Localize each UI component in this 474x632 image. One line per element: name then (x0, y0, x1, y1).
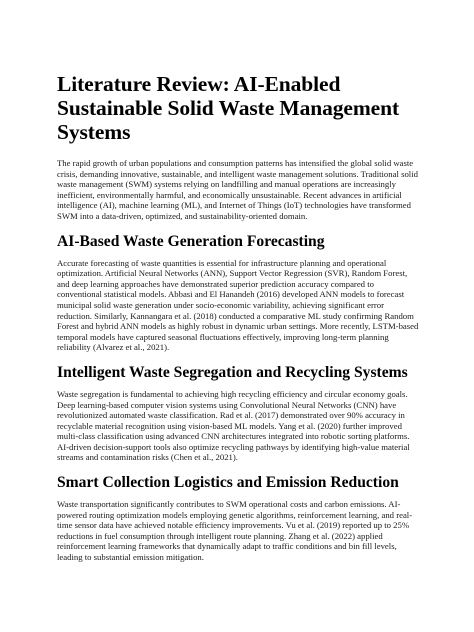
section-heading: Smart Collection Logistics and Emission Reduction (57, 474, 399, 492)
section-paragraph: Waste segregation is fundamental to achieving high recycling efficiency and circular economy goals. Deep learning-based computer vision systems using Convolutional Neural Networks (CNN) have revolutionized automated waste classification. Rad et al. (2017) demonstrated over 90% accuracy in recyclable material recognition using vision-based ML models. Yang et al. (2020) further improved multi-class classification using advanced CNN architectures integrated into robotic sorting platforms. AI-driven decision-support tools also optimize recycling pathways by identifying high-value material streams and contamination risks (Chen et al., 2021). (57, 388, 410, 463)
section-heading: AI-Based Waste Generation Forecasting (57, 232, 325, 250)
intro-paragraph: The rapid growth of urban populations and consumption patterns has intensified the global solid waste crisis, demanding innovative, sustainable, and intelligent waste management solutions. Traditional solid waste management (SWM) systems relying on landfilling and manual operations are increasingly inefficient, environmentally harmful, and economically unsustainable. Recent advances in artificial intelligence (AI), machine learning (ML), and Internet of Things (IoT) technologies have transformed SWM into a data-driven, optimized, and sustainability-oriented domain. (57, 158, 418, 221)
document-title: Literature Review: AI-Enabled Sustainable Solid Waste Management Systems (57, 72, 400, 144)
section-paragraph: Waste transportation significantly contributes to SWM operational costs and carbon emissions. AI-powered routing optimization models employing genetic algorithms, reinforcement learning, and real-time sensor data have achieved notable efficiency improvements. Vu et al. (2019) reported up to 25% reductions in fuel consumption through intelligent route planning. Zhang et al. (2022) applied reinforcement learning frameworks that dynamically adapt to traffic conditions and bin fill levels, leading to substantial emission mitigation. (57, 499, 413, 563)
document-page (57, 72, 419, 573)
section-paragraph: Accurate forecasting of waste quantities is essential for infrastructure planning and operational optimization. Artificial Neural Networks (ANN), Support Vector Regression (SVR), Random Forest, and deep learning approaches have demonstrated superior prediction accuracy compared to conventional statistical models. Abbasi and El Hanandeh (2016) developed ANN models to forecast municipal solid waste generation under socio-economic variability, achieving significant error reduction. Similarly, Kannangara et al. (2018) conducted a comparative ML study confirming Random Forest and hybrid ANN models as highly robust in dynamic urban settings. More recently, LSTM-based temporal models have captured seasonal fluctuations effectively, improving long-term planning reliability (Alvarez et al., 2021). (57, 257, 419, 353)
section-waste-forecasting (57, 232, 419, 353)
section-collection-logistics (57, 473, 419, 563)
section-waste-segregation (57, 363, 419, 463)
section-heading: Intelligent Waste Segregation and Recycling Systems (57, 363, 408, 381)
